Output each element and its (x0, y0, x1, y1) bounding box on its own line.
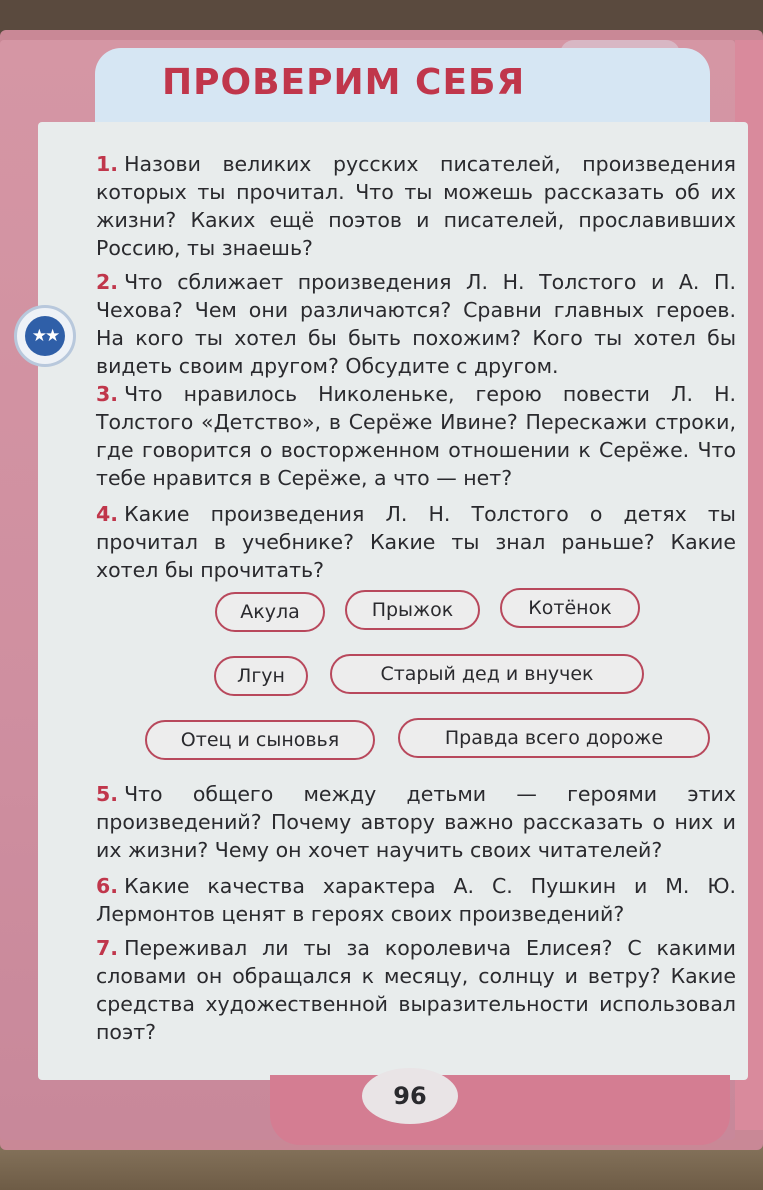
star-icon: ★★ (25, 316, 65, 356)
question-2 (96, 268, 736, 380)
page-footer (270, 1075, 730, 1145)
work-pill: Акула (215, 592, 325, 632)
question-number: 6. (96, 874, 119, 898)
question-6 (96, 872, 736, 928)
question-number: 3. (96, 382, 119, 406)
question-text: Переживал ли ты за королевича Елисея? С какими словами он обращался к месяцу, солнцу и ветру? Какие средства художественной выразительности использовал поэт? (96, 936, 736, 1044)
page-number-badge (362, 1068, 458, 1124)
page-number: 96 (393, 1082, 427, 1110)
question-text: Какие качества характера А. С. Пушкин и М. Ю. Лермонтов ценят в героях своих произведений? (96, 874, 736, 926)
question-text: Какие произведения Л. Н. Толстого о детях ты прочитал в учебнике? Какие ты знал раньше? Какие хотел бы прочитать? (96, 502, 736, 582)
question-text: Что сближает произведения Л. Н. Толстого и А. П. Чехова? Чем они различаются? Сравни главных героев. На кого ты хотел бы быть похожим? Кого ты хотел бы видеть своим другом? Обсудите с другом. (96, 270, 736, 378)
question-7 (96, 934, 736, 1046)
question-4 (96, 500, 736, 584)
question-number: 1. (96, 152, 119, 176)
two-stars-icon (14, 305, 76, 367)
question-1 (96, 150, 736, 262)
work-pill: Прыжок (345, 590, 480, 630)
question-3 (96, 380, 736, 492)
question-number: 4. (96, 502, 119, 526)
page-title: ПРОВЕРИМ СЕБЯ (162, 62, 526, 103)
question-text: Назови великих русских писателей, произведения которых ты прочитал. Что ты можешь рассказать об их жизни? Каких ещё поэтов и писателей, прославивших Россию, ты знаешь? (96, 152, 736, 260)
work-pill: Лгун (214, 656, 308, 696)
question-number: 5. (96, 782, 119, 806)
question-number: 7. (96, 936, 119, 960)
work-pill: Отец и сыновья (145, 720, 375, 760)
work-pill: Правда всего дороже (398, 718, 710, 758)
question-text: Что нравилось Николеньке, герою повести Л. Н. Толстого «Детство», в Серёже Ивине? Перескажи строки, где говорится о восторженном отношении к Серёже. Что тебе нравится в Серёже, а что — нет? (96, 382, 736, 490)
work-pill: Старый дед и внучек (330, 654, 644, 694)
question-text: Что общего между детьми — героями этих произведений? Почему автору важно рассказать о них и их жизни? Чему он хочет научить своих читателей? (96, 782, 736, 862)
work-pill: Котёнок (500, 588, 640, 628)
question-number: 2. (96, 270, 119, 294)
question-5 (96, 780, 736, 864)
